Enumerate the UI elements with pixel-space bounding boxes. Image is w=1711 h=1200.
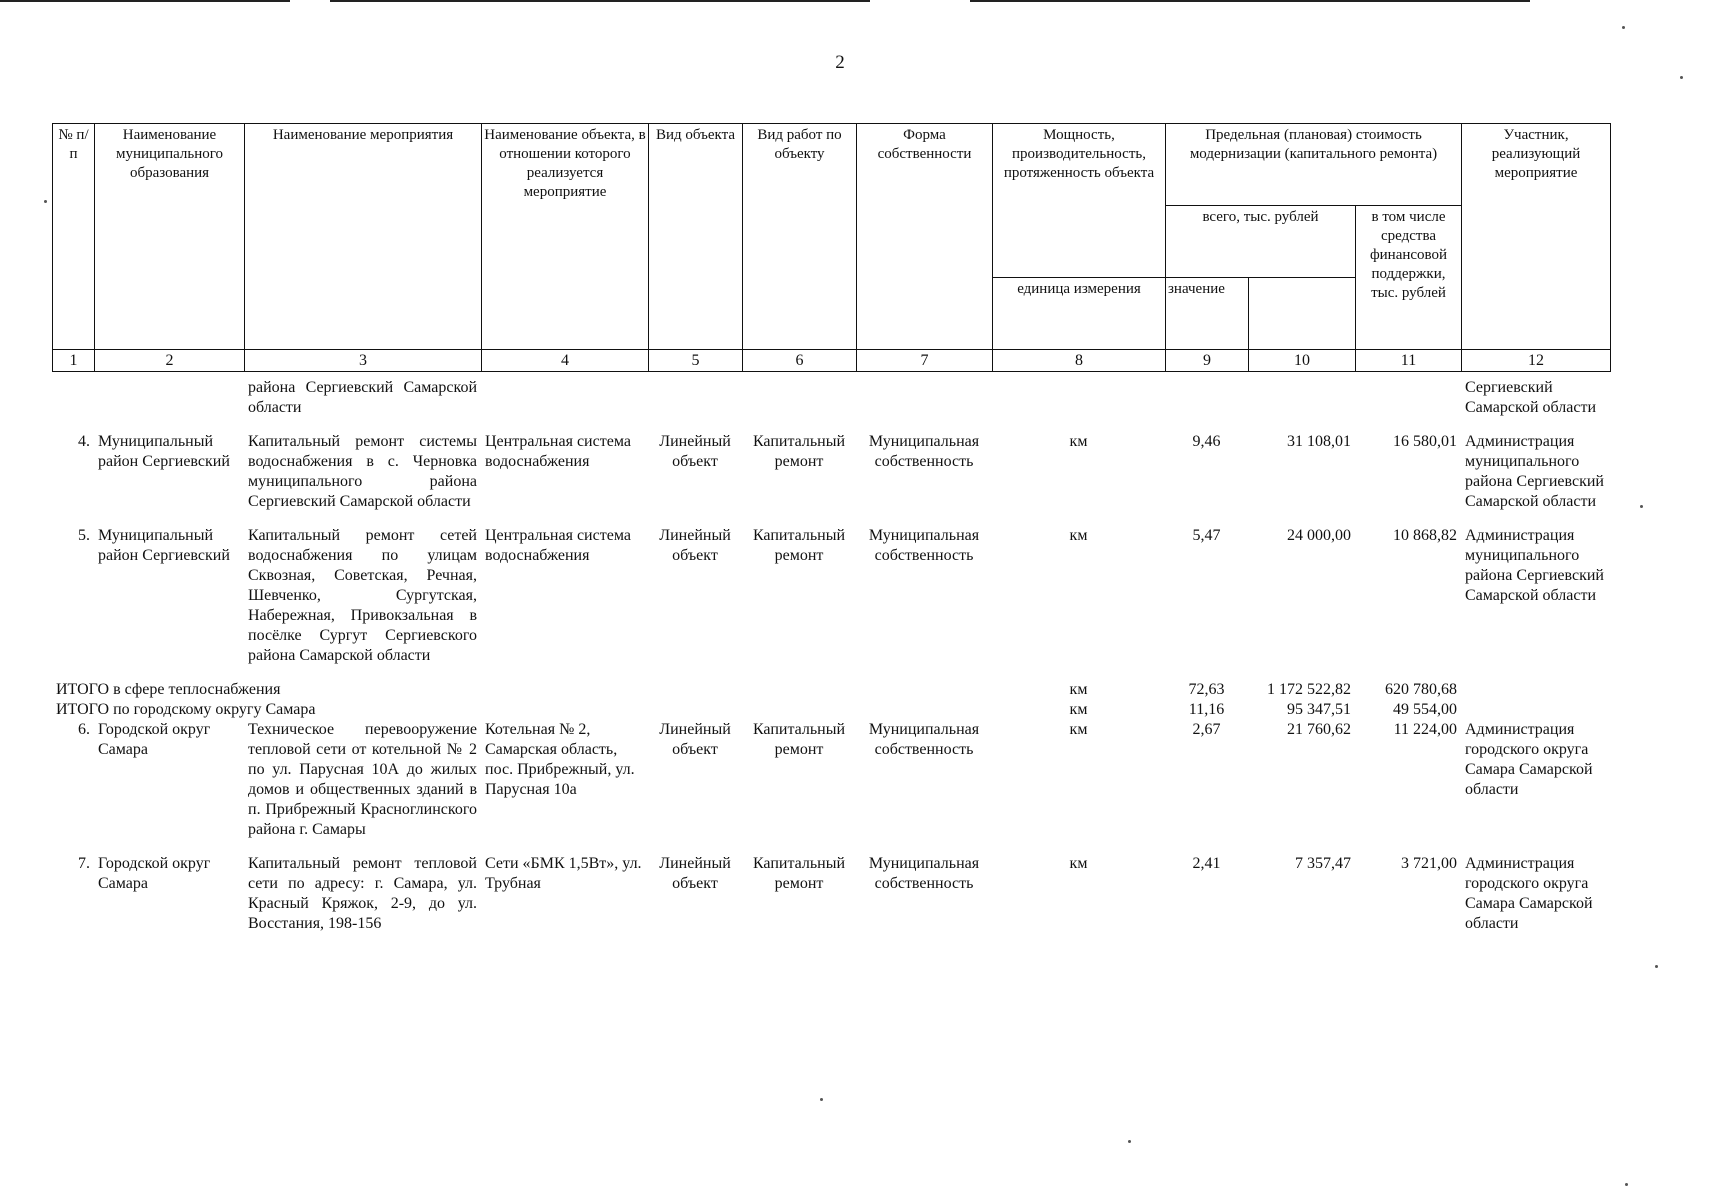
column-number: 11 <box>1356 350 1462 372</box>
row-num: 6. <box>78 721 90 738</box>
value-cell: 2,41 <box>1192 855 1221 872</box>
unit-cell: км <box>1069 681 1088 698</box>
header-unit: единица измерения <box>993 278 1166 350</box>
table-row-carryover <box>52 378 1610 418</box>
value-cell: 5,47 <box>1192 527 1221 544</box>
table-header <box>52 123 1611 372</box>
column-number: 1 <box>53 350 95 372</box>
ownership-cell: Муниципальная собственность <box>868 721 980 758</box>
header-value: значение <box>1166 278 1249 350</box>
column-number: 6 <box>743 350 857 372</box>
header-cost-total: всего, тыс. рублей <box>1166 206 1356 278</box>
object-type-cell: Линейный объект <box>659 721 731 758</box>
measure-cell: Капитальный ремонт сетей водоснабжения по улицам Сквозная, Советская, Речная, Шевченко, Сургутская, Набережная, Привокзальная в посёлке Сургут Сергиевского района Самарской области <box>248 527 477 664</box>
page-number: 2 <box>835 52 845 73</box>
table-body <box>52 378 1610 934</box>
municipality-cell: Муниципальный район Сергиевский <box>98 433 230 470</box>
header-object-type: Вид объекта <box>649 124 743 350</box>
row-num: 5. <box>78 527 90 544</box>
column-number: 3 <box>245 350 482 372</box>
row-num: 7. <box>78 855 90 872</box>
participant-cell: Администрация муниципального района Сергиевский Самарской области <box>1465 433 1604 510</box>
support-cell: 49 554,00 <box>1393 701 1457 718</box>
support-cell: 16 580,01 <box>1393 433 1457 450</box>
ownership-cell: Муниципальная собственность <box>868 433 980 470</box>
measure-cell: Капитальный ремонт тепловой сети по адресу: г. Самара, ул. Красный Кряжок, 2-9, до ул. Восстания, 198-156 <box>248 855 477 932</box>
work-type-cell: Капитальный ремонт <box>752 721 846 758</box>
header-cost-support: в том числе средства финансовой поддержки, тыс. рублей <box>1356 206 1462 350</box>
header-cost-group: Предельная (плановая) стоимость модернизации (капитального ремонта) <box>1166 124 1462 206</box>
table-row <box>52 854 1610 934</box>
header-work-type: Вид работ по объекту <box>743 124 857 350</box>
total-cell: 21 760,62 <box>1287 721 1351 738</box>
measure-cell: района Сергиевский Самарской области <box>248 379 477 416</box>
column-number: 7 <box>857 350 993 372</box>
municipality-cell: Муниципальный район Сергиевский <box>98 527 230 564</box>
scan-speck <box>1680 76 1683 79</box>
scan-speck <box>44 200 47 203</box>
scan-speck <box>1655 965 1658 968</box>
object-type-cell: Линейный объект <box>659 433 731 470</box>
participant-cell: Сергиевский Самарской области <box>1465 379 1596 416</box>
scan-speck <box>1622 26 1625 29</box>
column-numbers-row <box>53 350 1611 372</box>
scan-speck <box>1625 1183 1628 1186</box>
support-cell: 10 868,82 <box>1393 527 1457 544</box>
top-border-line <box>0 0 290 2</box>
object-type-cell: Линейный объект <box>659 855 731 892</box>
total-cell: 24 000,00 <box>1287 527 1351 544</box>
column-number: 12 <box>1462 350 1611 372</box>
total-cell: 31 108,01 <box>1287 433 1351 450</box>
column-number: 10 <box>1249 350 1356 372</box>
column-number: 5 <box>649 350 743 372</box>
work-type-cell: Капитальный ремонт <box>752 527 846 564</box>
unit-cell: км <box>1069 701 1088 718</box>
table-row <box>52 526 1610 666</box>
row-num: 4. <box>78 433 90 450</box>
ownership-cell: Муниципальная собственность <box>868 527 980 564</box>
support-cell: 3 721,00 <box>1401 855 1457 872</box>
support-cell: 11 224,00 <box>1393 721 1457 738</box>
header-capacity: Мощность, производительность, протяженность объекта <box>993 124 1166 278</box>
value-cell: 72,63 <box>1188 681 1225 698</box>
total-cell: 7 357,47 <box>1295 855 1351 872</box>
header-participant: Участник, реализующий мероприятие <box>1462 124 1611 350</box>
table-row <box>52 720 1610 840</box>
column-number: 8 <box>993 350 1166 372</box>
header-municipality: Наименование муниципального образования <box>95 124 245 350</box>
object-cell: Центральная система водоснабжения <box>485 527 631 564</box>
top-border-line <box>330 0 870 2</box>
measure-cell: Техническое перевооружение тепловой сети от котельной № 2 по ул. Парусная 10А до жилых домов и общественных зданий в п. Прибрежный Красноглинского района г. Самары <box>248 721 477 838</box>
value-cell: 2,67 <box>1192 721 1221 738</box>
value-cell: 11,16 <box>1188 701 1225 718</box>
support-cell: 620 780,68 <box>1385 681 1457 698</box>
ownership-cell: Муниципальная собственность <box>868 855 980 892</box>
object-type-cell: Линейный объект <box>659 527 731 564</box>
total-row <box>52 700 1610 720</box>
total-label: ИТОГО по городскому округу Самара <box>56 701 316 718</box>
total-label: ИТОГО в сфере теплоснабжения <box>56 681 281 698</box>
scan-speck <box>1128 1140 1131 1143</box>
top-border-line <box>970 0 1530 2</box>
header-num: № п/п <box>53 124 95 350</box>
unit-cell: км <box>1069 527 1088 544</box>
total-row <box>52 680 1610 700</box>
scan-speck <box>820 1098 823 1101</box>
unit-cell: км <box>1069 855 1088 872</box>
total-cell: 95 347,51 <box>1287 701 1351 718</box>
object-cell: Котельная № 2, Самарская область, пос. Прибрежный, ул. Парусная 10а <box>485 721 635 798</box>
column-number: 2 <box>95 350 245 372</box>
participant-cell: Администрация городского округа Самара Самарской области <box>1465 721 1593 798</box>
unit-cell: км <box>1069 721 1088 738</box>
object-cell: Центральная система водоснабжения <box>485 433 631 470</box>
total-cell: 1 172 522,82 <box>1267 681 1351 698</box>
unit-cell: км <box>1069 433 1088 450</box>
municipality-cell: Городской округ Самара <box>98 855 211 892</box>
column-number: 4 <box>482 350 649 372</box>
table-row <box>52 432 1610 512</box>
header-object: Наименование объекта, в отношении которого реализуется мероприятие <box>482 124 649 350</box>
participant-cell: Администрация городского округа Самара Самарской области <box>1465 855 1593 932</box>
object-cell: Сети «БМК 1,5Вт», ул. Трубная <box>485 855 642 892</box>
scan-speck <box>1640 505 1643 508</box>
header-measure: Наименование мероприятия <box>245 124 482 350</box>
work-type-cell: Капитальный ремонт <box>752 433 846 470</box>
value-cell: 9,46 <box>1192 433 1221 450</box>
measure-cell: Капитальный ремонт системы водоснабжения в с. Черновка муниципального района Сергиевский Самарской области <box>248 433 477 510</box>
work-type-cell: Капитальный ремонт <box>752 855 846 892</box>
column-number: 9 <box>1166 350 1249 372</box>
municipality-cell: Городской округ Самара <box>98 721 211 758</box>
header-ownership: Форма собственности <box>857 124 993 350</box>
participant-cell: Администрация муниципального района Сергиевский Самарской области <box>1465 527 1604 604</box>
header-cost-total-sub <box>1249 278 1356 350</box>
